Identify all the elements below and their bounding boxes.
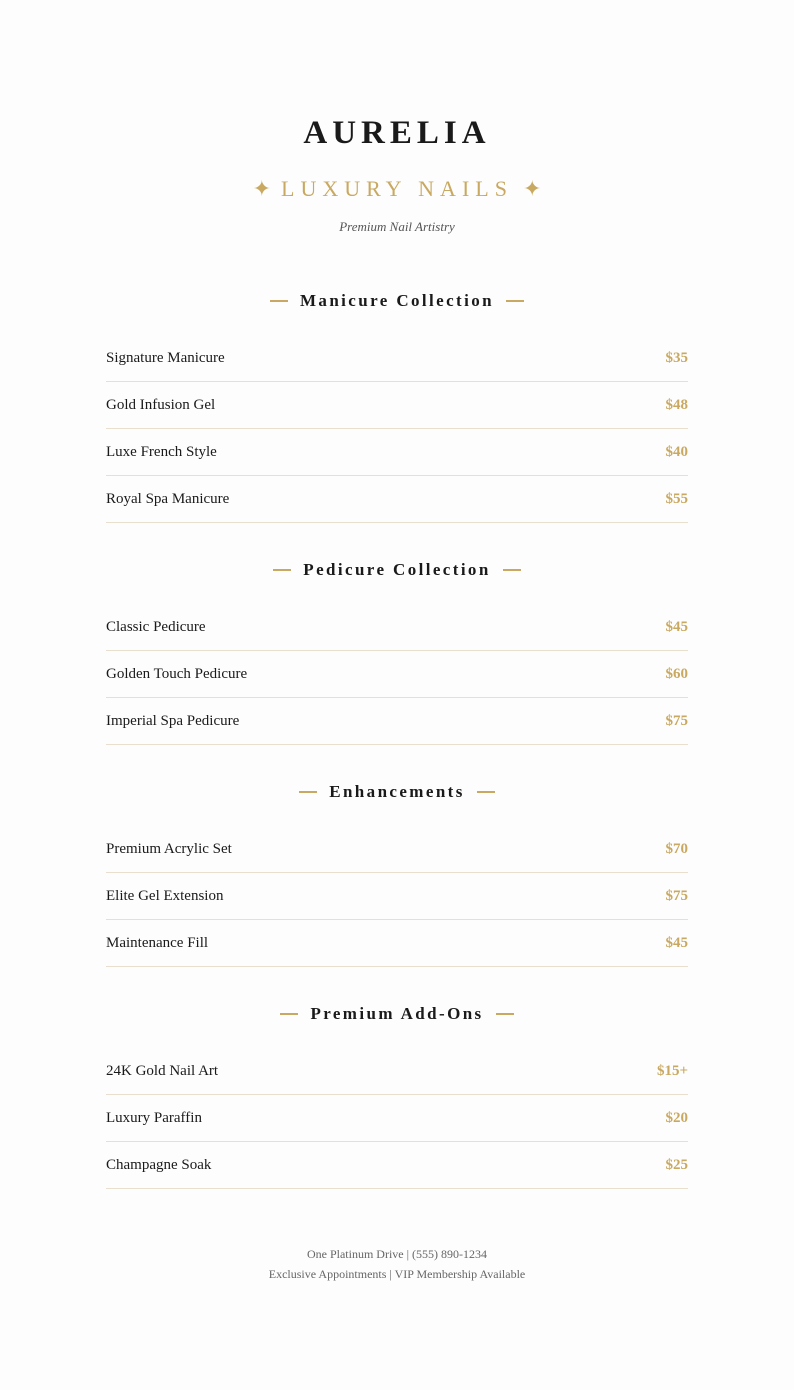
dash-ornament: [280, 1013, 298, 1015]
menu-item: [106, 698, 688, 745]
section-pedicure: [106, 558, 688, 745]
dash-ornament: [273, 569, 291, 571]
dash-ornament: [270, 300, 288, 302]
dash-ornament: [299, 791, 317, 793]
section-title-text: Premium Add-Ons: [310, 1004, 484, 1023]
menu-item: [106, 382, 688, 429]
footer: [106, 1244, 688, 1284]
item-price: $25: [665, 1156, 688, 1173]
menu-item: [106, 1048, 688, 1095]
section-heading: [106, 780, 688, 804]
item-price: $55: [665, 490, 688, 507]
item-price: $70: [665, 840, 688, 857]
menu-item: [106, 335, 688, 382]
item-price: $20: [665, 1109, 688, 1126]
brand-subtitle: [106, 174, 688, 204]
section-heading: [106, 289, 688, 313]
item-name: Maintenance Fill: [106, 934, 209, 951]
item-name: Luxe French Style: [106, 443, 217, 460]
item-price: $48: [665, 396, 688, 413]
item-price: $15+: [656, 1062, 688, 1079]
menu-item: [106, 826, 688, 873]
dash-ornament: [496, 1013, 514, 1015]
tagline: Premium Nail Artistry: [339, 219, 455, 234]
section-enhancements: [106, 780, 688, 967]
subtitle-text: LUXURY NAILS: [281, 176, 513, 201]
footer-address: One Platinum Drive | (555) 890-1234: [306, 1247, 488, 1261]
menu-item: [106, 604, 688, 651]
item-name: Gold Infusion Gel: [106, 396, 216, 413]
item-name: Signature Manicure: [106, 349, 225, 366]
item-price: $40: [665, 443, 688, 460]
sparkle-icon: ✦: [522, 176, 542, 201]
dash-ornament: [477, 791, 495, 793]
section-heading: [106, 558, 688, 582]
item-price: $45: [665, 934, 688, 951]
item-name: Premium Acrylic Set: [106, 840, 232, 857]
brand-title: AURELIA: [303, 115, 491, 151]
footer-note: Exclusive Appointments | VIP Membership Available: [268, 1267, 526, 1281]
dash-ornament: [503, 569, 521, 571]
item-price: $75: [665, 712, 688, 729]
menu-item: [106, 873, 688, 920]
item-name: Luxury Paraffin: [106, 1109, 202, 1126]
section-title-text: Manicure Collection: [299, 291, 494, 310]
item-name: Champagne Soak: [106, 1156, 212, 1173]
section-title-text: Enhancements: [329, 782, 465, 801]
menu-item: [106, 1142, 688, 1189]
item-name: 24K Gold Nail Art: [106, 1062, 219, 1079]
item-name: Imperial Spa Pedicure: [106, 712, 240, 729]
menu-item: [106, 651, 688, 698]
item-price: $45: [665, 618, 688, 635]
dash-ornament: [506, 300, 524, 302]
menu-item: [106, 429, 688, 476]
sparkle-icon: ✦: [252, 176, 272, 201]
section-title-text: Pedicure Collection: [303, 560, 491, 579]
item-price: $60: [665, 665, 688, 682]
section-heading: [106, 1002, 688, 1026]
item-name: Elite Gel Extension: [106, 887, 224, 904]
item-name: Classic Pedicure: [106, 618, 206, 635]
menu-item: [106, 476, 688, 523]
item-name: Golden Touch Pedicure: [106, 665, 248, 682]
section-manicure: [106, 289, 688, 523]
section-addons: [106, 1002, 688, 1189]
item-price: $75: [665, 887, 688, 904]
menu-item: [106, 920, 688, 967]
item-name: Royal Spa Manicure: [106, 490, 230, 507]
menu-item: [106, 1095, 688, 1142]
item-price: $35: [665, 349, 688, 366]
